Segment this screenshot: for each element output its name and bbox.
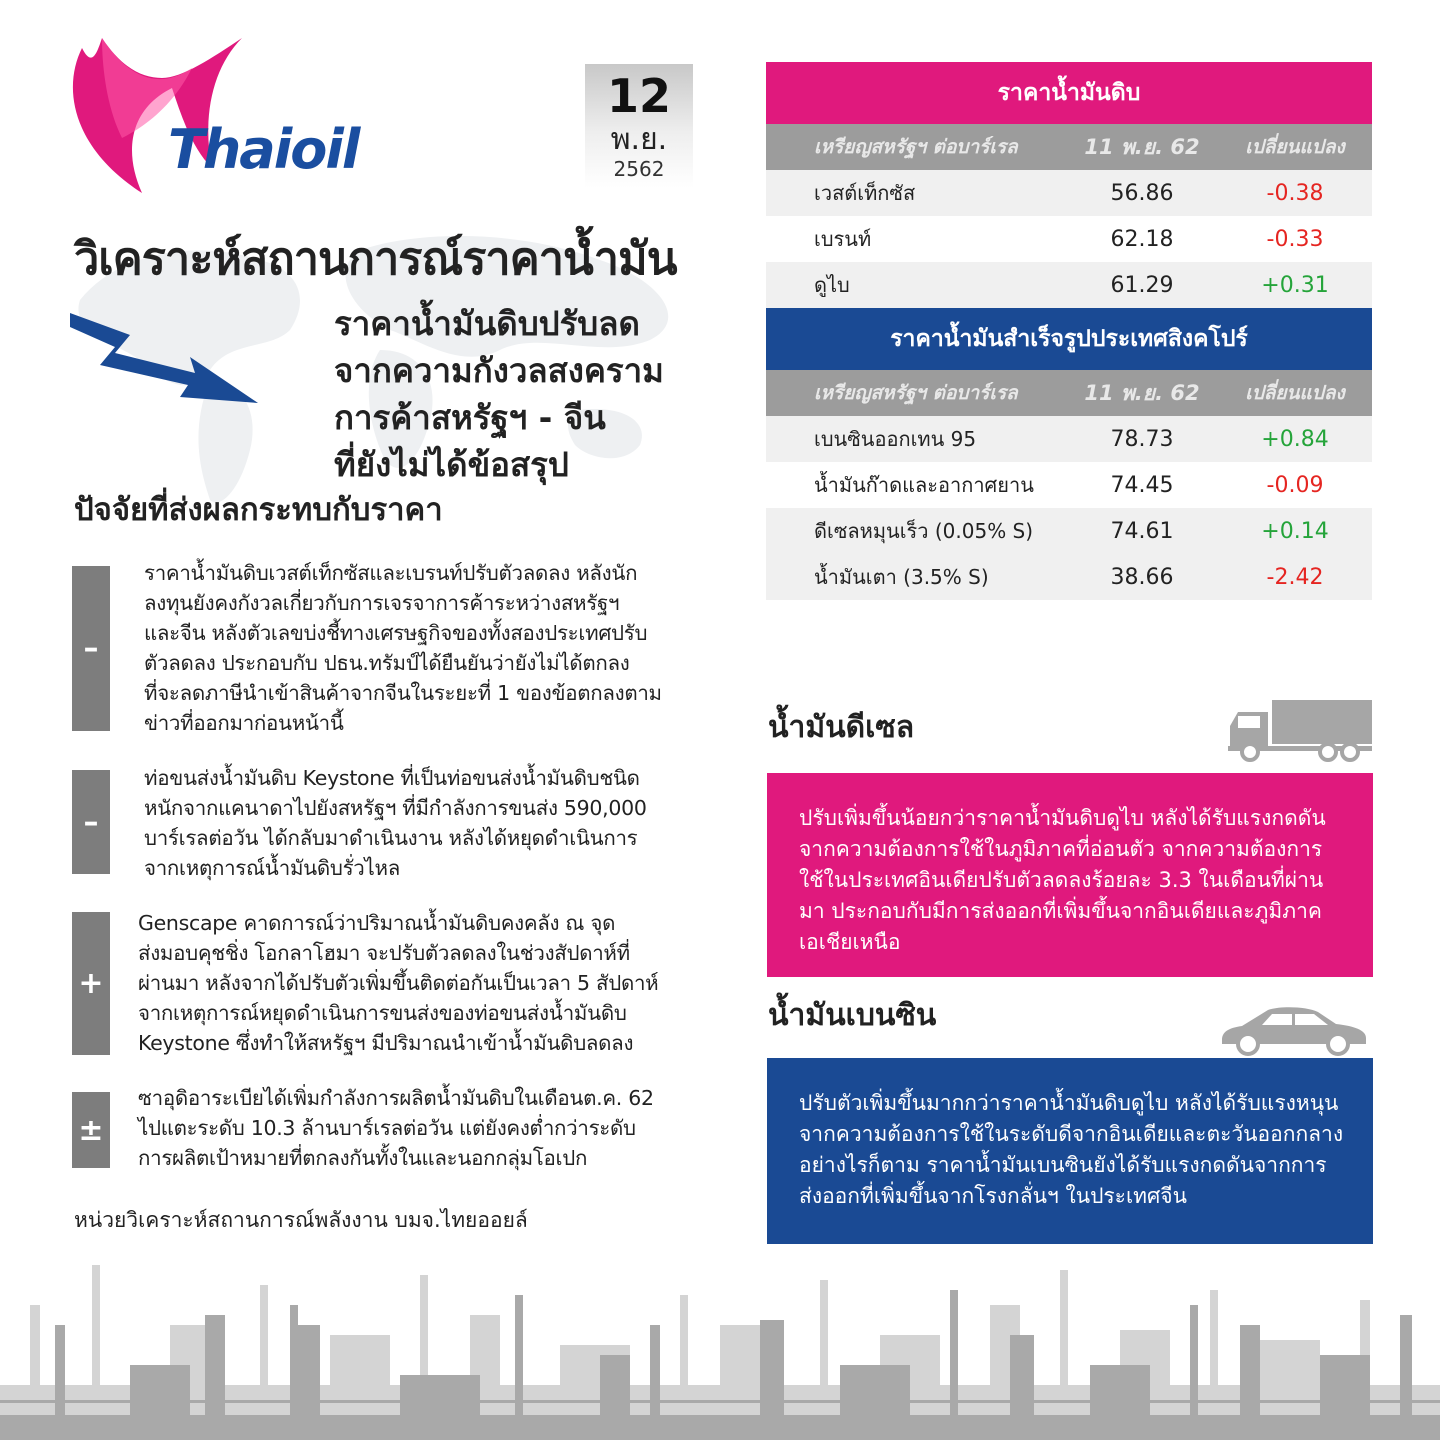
refinery-skyline-illustration xyxy=(0,1265,1440,1440)
table-row xyxy=(766,508,1372,554)
factor-line: ผ่านมา หลังจากได้ปรับตัวเพิ่มขึ้นติดต่อกันเป็นเวลา 5 สัปดาห์ xyxy=(138,971,659,995)
diesel-line: จากความต้องการใช้ในภูมิภาคที่อ่อนตัว จากความต้องการ xyxy=(799,837,1323,861)
subtitle-line: ราคาน้ำมันดิบปรับลด xyxy=(334,304,640,343)
subtitle-line: การค้าสหรัฐฯ - จีน xyxy=(334,398,606,437)
factor-line: ส่งมอบคุชชิ่ง โอกลาโฮมา จะปรับตัวลดลงในช่วงสัปดาห์ที่ xyxy=(138,941,630,965)
subtitle-line: จากความกังวลสงคราม xyxy=(334,351,664,390)
factor-line: บาร์เรลต่อวัน ได้กลับมาดำเนินงาน หลังได้หยุดดำเนินการ xyxy=(144,826,638,850)
table-row xyxy=(766,170,1372,216)
row-change: -0.33 xyxy=(1266,226,1324,252)
diesel-heading: น้ำมันดีเซล xyxy=(768,710,915,745)
date-day: 12 xyxy=(606,69,671,123)
factor-sign-negative: – xyxy=(72,770,110,874)
column-header-date: 11 พ.ย. 62 xyxy=(1084,134,1200,159)
page-title: วิเคราะห์สถานการณ์ราคาน้ำมัน xyxy=(74,232,677,285)
subtitle-line: ที่ยังไม่ได้ข้อสรุป xyxy=(334,445,569,484)
downtrend-arrow-icon xyxy=(70,305,260,405)
factor-line: ที่จะลดภาษีนำเข้าสินค้าจากจีนในระยะที่ 1 ของข้อตกลงตาม xyxy=(144,681,662,705)
factors-heading: ปัจจัยที่ส่งผลกระทบกับราคา xyxy=(74,492,443,528)
table-row xyxy=(766,462,1372,508)
row-price: 56.86 xyxy=(1110,180,1174,206)
table-row xyxy=(766,262,1372,308)
crude-table-title: ราคาน้ำมันดิบ xyxy=(766,62,1372,124)
truck-icon xyxy=(1228,700,1373,762)
refined-price-table xyxy=(766,308,1372,600)
table-row xyxy=(766,554,1372,600)
row-name: ดีเซลหมุนเร็ว (0.05% S) xyxy=(814,519,1034,543)
crude-table-header xyxy=(766,124,1372,170)
diesel-line: ปรับเพิ่มขึ้นน้อยกว่าราคาน้ำมันดิบดูไบ หลังได้รับแรงกดดัน xyxy=(799,806,1326,830)
factor-line: ซาอุดิอาระเบียได้เพิ่มกำลังการผลิตน้ำมันดิบในเดือนต.ค. 62 xyxy=(138,1086,654,1110)
table-row xyxy=(766,416,1372,462)
factor-line: จากเหตุการณ์น้ำมันดิบรั่วไหล xyxy=(144,856,401,880)
factor-line: จากเหตุการณ์หยุดดำเนินการขนส่งของท่อขนส่งน้ำมันดิบ xyxy=(138,1001,627,1025)
row-change: +0.14 xyxy=(1261,518,1329,544)
row-price: 74.45 xyxy=(1110,472,1174,498)
factor-line: ไปแตะระดับ 10.3 ล้านบาร์เรลต่อวัน แต่ยังคงต่ำกว่าระดับ xyxy=(138,1116,636,1140)
row-price: 78.73 xyxy=(1110,426,1174,452)
date-badge xyxy=(585,64,693,188)
gasoline-panel xyxy=(767,1058,1373,1244)
row-change: -2.42 xyxy=(1266,564,1324,590)
gasoline-line: จากความต้องการใช้ในระดับดีจากอินเดียและตะวันออกกลาง xyxy=(799,1122,1344,1146)
factor-sign-positive: + xyxy=(72,912,110,1055)
row-change: +0.31 xyxy=(1261,272,1329,298)
row-name: เบนซินออกเทน 95 xyxy=(814,427,977,451)
diesel-panel xyxy=(767,773,1373,977)
date-month: พ.ย. xyxy=(610,122,668,157)
factor-text xyxy=(144,763,647,883)
factor-line: ตัวลดลง ประกอบกับ ปธน.ทรัมป์ได้ยืนยันว่ายังไม่ได้ตกลง xyxy=(144,651,630,675)
factor-line: การผลิตเป้าหมายที่ตกลงกันทั้งในและนอกกลุ่มโอเปก xyxy=(138,1146,588,1170)
row-price: 38.66 xyxy=(1110,564,1174,590)
factor-line: ท่อขนส่งน้ำมันดิบ Keystone ที่เป็นท่อขนส่งน้ำมันดิบชนิด xyxy=(144,766,640,790)
factor-line: หนักจากแคนาดาไปยังสหรัฐฯ ที่มีกำลังการขนส่ง 590,000 xyxy=(144,796,647,820)
row-price: 62.18 xyxy=(1110,226,1174,252)
row-name: น้ำมันก๊าดและอากาศยาน xyxy=(814,473,1034,497)
factor-text xyxy=(138,908,658,1058)
refined-table-title: ราคาน้ำมันสำเร็จรูปประเทศสิงคโปร์ xyxy=(766,308,1372,370)
car-icon xyxy=(1218,1000,1370,1058)
row-change: -0.09 xyxy=(1266,472,1324,498)
gasoline-line: ส่งออกที่เพิ่มขึ้นจากโรงกลั่นฯ ในประเทศจีน xyxy=(799,1184,1187,1208)
row-name: เบรนท์ xyxy=(814,227,872,251)
factor-line: และจีน หลังตัวเลขบ่งชี้ทางเศรษฐกิจของทั้งสองประเทศปรับ xyxy=(144,621,648,645)
factor-line: Genscape คาดการณ์ว่าปริมาณน้ำมันดิบคงคลัง ณ จุด xyxy=(138,911,616,935)
factor-line: ราคาน้ำมันดิบเวสต์เท็กซัสและเบรนท์ปรับตัวลดลง หลังนัก xyxy=(144,561,638,585)
table-row xyxy=(766,216,1372,262)
row-price: 74.61 xyxy=(1110,518,1174,544)
column-header-unit: เหรียญสหรัฐฯ ต่อบาร์เรล xyxy=(814,382,1018,404)
row-change: +0.84 xyxy=(1261,426,1329,452)
row-change: -0.38 xyxy=(1266,180,1324,206)
diesel-line: เอเชียเหนือ xyxy=(799,930,901,954)
factor-text xyxy=(144,558,662,738)
refined-table-header xyxy=(766,370,1372,416)
gasoline-line: ปรับตัวเพิ่มขึ้นมากกว่าราคาน้ำมันดิบดูไบ หลังได้รับแรงหนุน xyxy=(799,1091,1339,1115)
factor-line: Keystone ซึ่งทำให้สหรัฐฯ มีปริมาณนำเข้าน้ำมันดิบลดลง xyxy=(138,1031,634,1055)
factor-line: ข่าวที่ออกมาก่อนหน้านี้ xyxy=(144,711,344,735)
source-note: หน่วยวิเคราะห์สถานการณ์พลังงาน บมจ.ไทยออยล์ xyxy=(74,1208,528,1232)
factor-line: ลงทุนยังคงกังวลเกี่ยวกับการเจรจาการค้าระหว่างสหรัฐฯ xyxy=(144,591,620,615)
row-name: เวสต์เท็กซัส xyxy=(814,181,916,205)
diesel-line: มา ประกอบกับมีการส่งออกที่เพิ่มขึ้นจากอินเดียและภูมิภาค xyxy=(799,899,1322,923)
diesel-line: ใช้ในประเทศอินเดียปรับตัวลดลงร้อยละ 3.3 ในเดือนที่ผ่าน xyxy=(799,868,1324,892)
factor-sign-mixed: ± xyxy=(72,1092,110,1168)
gasoline-line: อย่างไรก็ตาม ราคาน้ำมันเบนซินยังได้รับแรงกดดันจากการ xyxy=(799,1153,1327,1177)
column-header-date: 11 พ.ย. 62 xyxy=(1084,380,1200,405)
date-year: 2562 xyxy=(613,157,665,181)
column-header-change: เปลี่ยนแปลง xyxy=(1245,136,1345,158)
column-header-unit: เหรียญสหรัฐฯ ต่อบาร์เรล xyxy=(814,136,1018,158)
crude-price-table xyxy=(766,62,1372,308)
factor-text xyxy=(138,1083,654,1173)
gasoline-heading: น้ำมันเบนซิน xyxy=(768,998,937,1033)
row-price: 61.29 xyxy=(1110,272,1174,298)
factor-sign-negative: – xyxy=(72,566,110,731)
row-name: ดูไบ xyxy=(814,273,850,297)
column-header-change: เปลี่ยนแปลง xyxy=(1245,382,1345,404)
headline-subtitle xyxy=(334,300,664,488)
row-name: น้ำมันเตา (3.5% S) xyxy=(814,565,989,589)
thaioil-logo-text: Thaioil xyxy=(168,118,359,181)
